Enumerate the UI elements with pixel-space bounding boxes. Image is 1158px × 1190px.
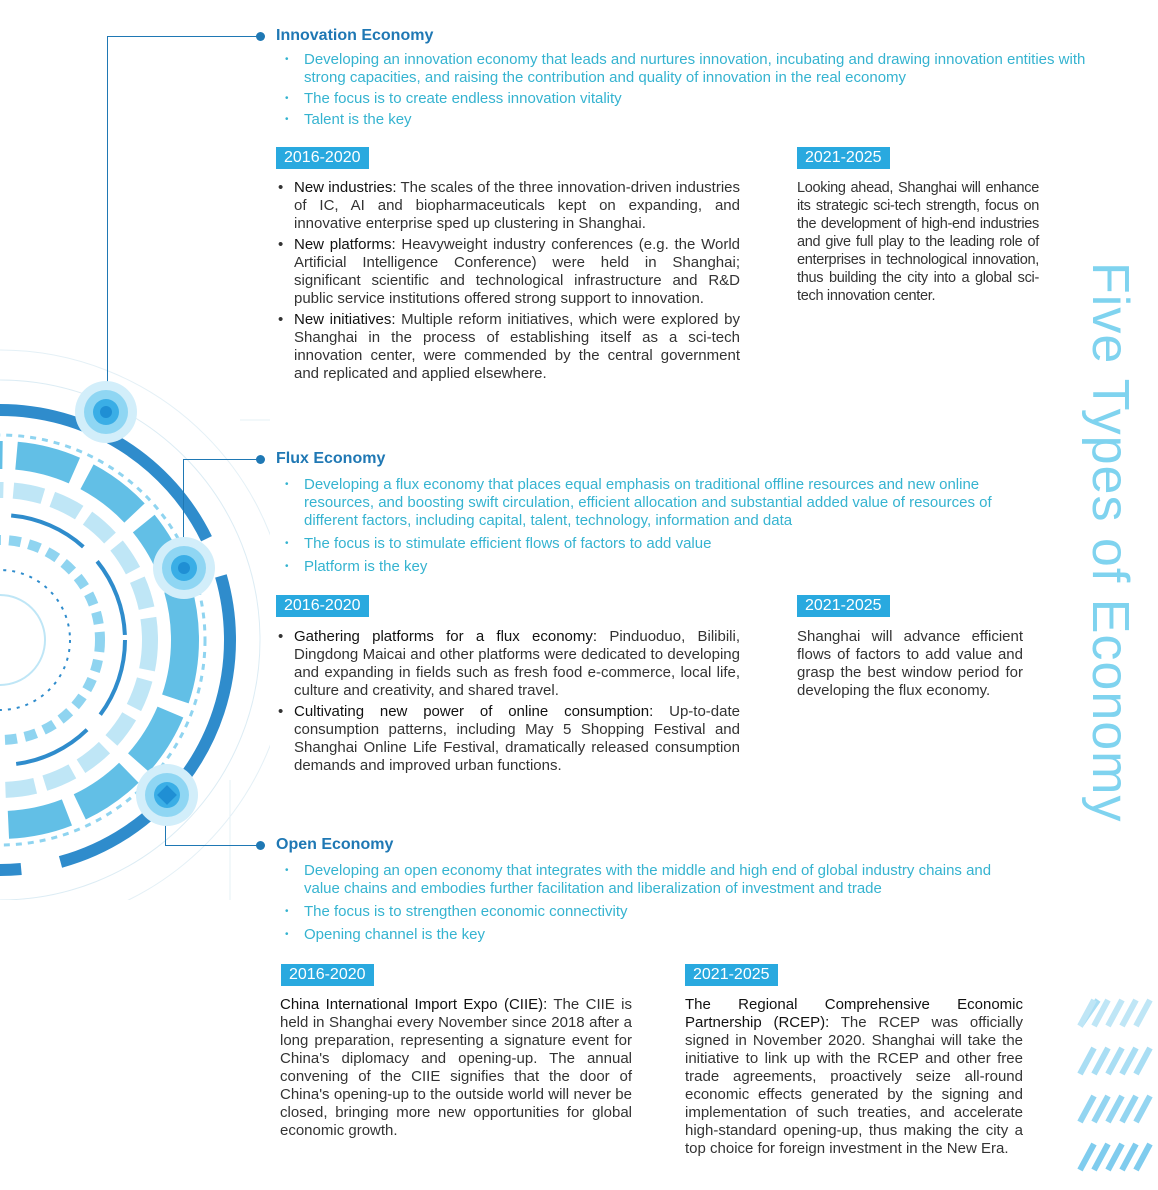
vertical-title <box>1082 262 1142 982</box>
chevron-up-icon <box>1076 996 1158 1190</box>
node-icon <box>134 762 200 828</box>
period-badge: 2021-2025 <box>797 595 890 617</box>
connector-line <box>107 36 108 396</box>
outlook-text: Looking ahead, Shanghai will enhance its strategic sci-tech strength, focus on the development of high-end industries and give full play to the leading role of enterprises in technological innovation, thus building the city into a global sci-tech innovation center. <box>797 180 1039 304</box>
node-icon <box>151 535 217 601</box>
section-dot <box>256 32 265 41</box>
period-badge: 2021-2025 <box>685 964 778 986</box>
open-bullets <box>276 862 1026 947</box>
connector-line <box>165 845 260 846</box>
connector-line <box>107 36 260 37</box>
vertical-title-text: Five Types of Economy <box>1081 262 1139 823</box>
list-item: • The focus is to stimulate efficient flows of factors to add value <box>276 535 1026 553</box>
section-title-open: Open Economy <box>276 836 394 853</box>
outlook-text: Shanghai will advance efficient flows of factors to add value and grasp the best window period for developing the flux economy. <box>797 628 1023 699</box>
section-dot <box>256 841 265 850</box>
list-item: • New industries: The scales of the three innovation-driven industries of IC, AI and biopharmaceuticals kept on expanding, and innovative enterprise sped up clustering in Shanghai. <box>276 179 740 233</box>
node-icon <box>73 379 139 445</box>
flux-bullets <box>276 476 1026 579</box>
connector-line <box>183 459 260 460</box>
list-item: • Developing an innovation economy that leads and nurtures innovation, incubating and drawing innovation entities with strong capacities, and raising the contribution and quality of innovation in the real economy <box>276 51 1096 87</box>
list-item: • Gathering platforms for a flux economy: Pinduoduo, Bilibili, Dingdong Maicai and other platforms were dedicated to developing and expanding in fields such as fresh food e-commerce, local life, culture and creativity, and shared travel. <box>276 628 740 700</box>
list-item: • Platform is the key <box>276 558 1026 576</box>
list-item: • The focus is to create endless innovation vitality <box>276 90 1096 108</box>
list-item: • Developing a flux economy that places equal emphasis on traditional offline resources and new online resources, and boosting swift circulation, efficient allocation and substantial added value of resources of different factors, including capital, talent, technology, information and data <box>276 476 1026 530</box>
list-item: • New platforms: Heavyweight industry conferences (e.g. the World Artificial Intelligence Conference) were held in Shanghai; significant scientific and technological infrastructure and R&D public service institutions offered strong support to innovation. <box>276 236 740 308</box>
section-title-innovation: Innovation Economy <box>276 27 434 44</box>
section-title-flux: Flux Economy <box>276 450 386 467</box>
innovation-bullets <box>276 51 1096 132</box>
list-item: • Cultivating new power of online consumption: Up-to-date consumption patterns, including May 5 Shopping Festival and Shanghai Online Life Festival, dramatically released consumption demands and improved urban functions. <box>276 703 740 775</box>
period-badge: 2016-2020 <box>276 147 369 169</box>
innovation-achievements <box>276 179 740 386</box>
list-item: • Opening channel is the key <box>276 926 1026 944</box>
period-badge: 2016-2020 <box>276 595 369 617</box>
period-badge: 2021-2025 <box>797 147 890 169</box>
period-badge: 2016-2020 <box>281 964 374 986</box>
section-dot <box>256 455 265 464</box>
list-item: • New initiatives: Multiple reform initiatives, which were explored by Shanghai in the process of establishing itself as a sci-tech innovation center, were commended by the central government and replicated and applied elsewhere. <box>276 311 740 383</box>
list-item: • The focus is to strengthen economic connectivity <box>276 903 1026 921</box>
rcep-text: The Regional Comprehensive Economic Partnership (RCEP): The RCEP was officially signed in November 2020. Shanghai will take the initiative to link up with the RCEP and other free trade agreements, proactively seize all-round economic effects generated by the signing and implementation of such treaties, and accelerate high-standard opening-up, thus making the city a top choice for foreign investment in the New Era. <box>685 996 1024 1157</box>
list-item: • Developing an open economy that integrates with the middle and high end of global industry chains and value chains and embodies further facilitation and liberalization of investment and trade <box>276 862 1026 898</box>
list-item: • Talent is the key <box>276 111 1096 129</box>
ciie-text: China International Import Expo (CIIE): The CIIE is held in Shanghai every November since 2018 after a long preparation, representing a signature event for China's diplomacy and opening-up. The annual convening of the CIIE signifies that the door of China's opening-up to the outside world will never be closed, bringing more new opportunities for global economic growth. <box>280 996 632 1139</box>
flux-achievements <box>276 628 740 778</box>
